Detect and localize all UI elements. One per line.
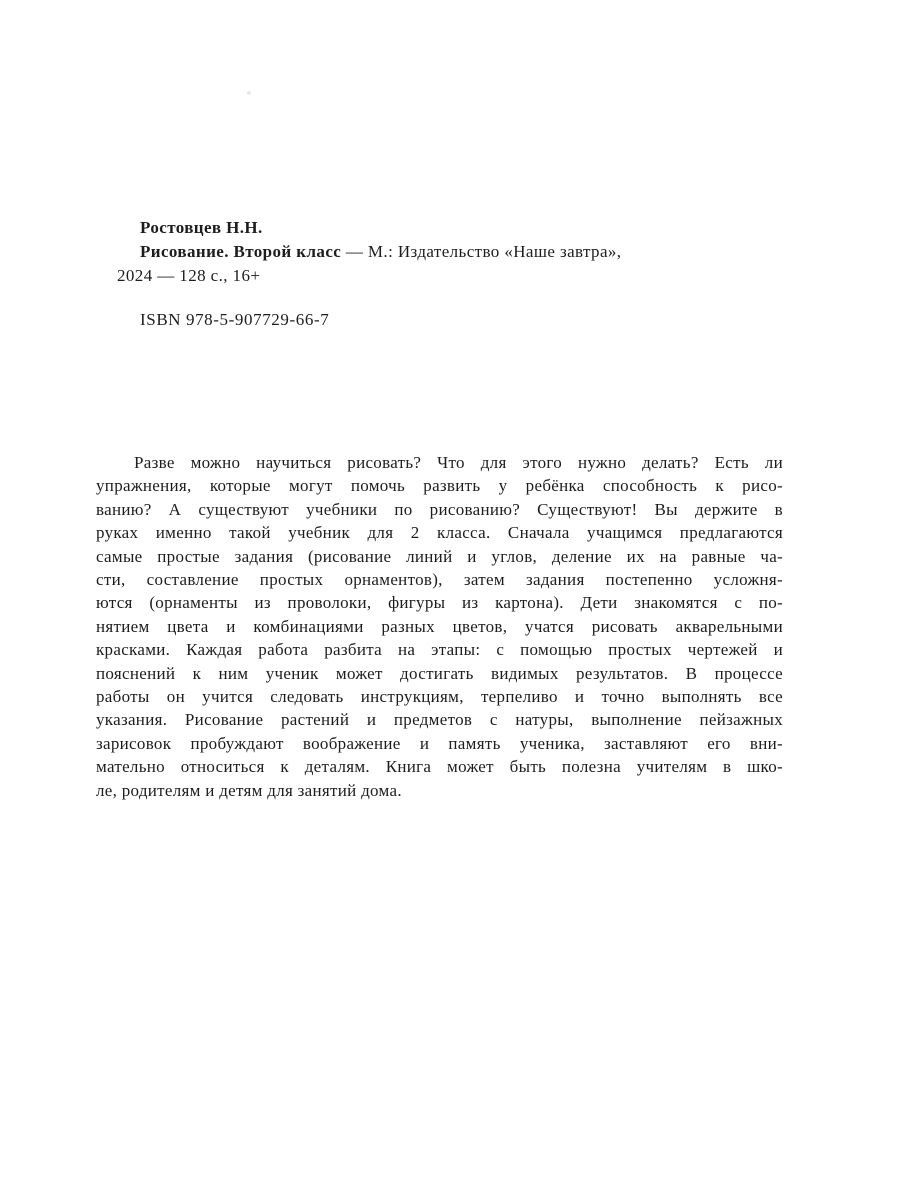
annotation-line: красками. Каждая работа разбита на этапы: с помощью простых чертежей и (96, 640, 783, 660)
annotation-line: ются (орнаменты из проволоки, фигуры из картона). Дети знакомятся с по- (96, 593, 783, 613)
annotation-line: нятием цвета и комбинациями разных цветов, учатся рисовать акварельными (96, 616, 783, 636)
annotation-line: самые простые задания (рисование линий и углов, деление их на равные ча- (96, 546, 783, 566)
annotation-line: ле, родителям и детям для занятий дома. (96, 780, 402, 800)
imprint-author-line: Ростовцев Н.Н. (140, 218, 263, 237)
annotation-line: указания. Рисование растений и предметов с натуры, выполнение пейзажных (96, 710, 783, 730)
annotation-line: зарисовок пробуждают воображение и память ученика, заставляют его вни- (96, 733, 783, 753)
annotation-line: сти, составление простых орнаментов), затем задания постепенно усложня- (96, 570, 783, 590)
annotation-line: пояснений к ним ученик может достигать видимых результатов. В процессе (96, 663, 783, 683)
publisher-info: — М.: Издательство «Наше завтра», (341, 242, 622, 261)
isbn-line: ISBN 978-5-907729-66-7 (140, 310, 330, 329)
imprint-block (117, 216, 717, 288)
annotation-line: ванию? А существуют учебники по рисованию? Существуют! Вы держите в (96, 499, 783, 519)
annotation-line: упражнения, которые могут помочь развить у ребёнка способность к рисо- (96, 476, 783, 496)
annotation-line: Разве можно научиться рисовать? Что для этого нужно делать? Есть ли (134, 453, 783, 472)
scan-artifact-dot (247, 91, 251, 95)
annotation-line: работы он учится следовать инструкциям, терпеливо и точно выполнять все (96, 687, 783, 707)
annotation-line: руках именно такой учебник для 2 класса. Сначала учащимся предлагаются (96, 523, 783, 543)
annotation-paragraph (96, 451, 783, 802)
imprint-title-line (117, 240, 717, 264)
book-title: Рисование. Второй класс (140, 242, 342, 261)
annotation-line: мательно относиться к деталям. Книга может быть полезна учителям в шко- (96, 757, 783, 777)
print-info-line: 2024 — 128 с., 16+ (117, 266, 261, 285)
